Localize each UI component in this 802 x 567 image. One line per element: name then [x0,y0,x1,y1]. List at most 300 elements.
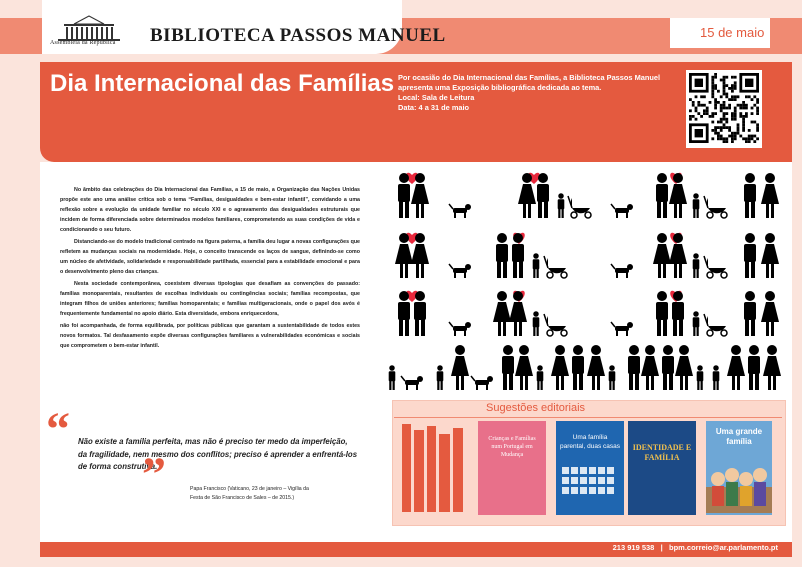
info-line: apresenta uma Exposição bibliográfica dedicada ao tema. [398,83,602,92]
woman-icon [525,376,528,390]
qr-module [728,104,731,107]
man-icon [745,201,749,218]
dog-icon [465,204,471,210]
dog-icon [454,330,456,336]
woman-icon [587,356,605,376]
qr-module [723,107,726,110]
stroller-icon [547,272,553,278]
man-icon [713,365,719,371]
woman-icon [657,233,667,243]
woman-icon [561,376,564,390]
man-icon [713,381,715,390]
qr-module [731,118,734,121]
qr-module [703,95,706,98]
qr-module [742,126,745,129]
qr-module [720,118,723,121]
man-icon [613,381,615,390]
library-name: BIBLIOTECA PASSOS MANUEL [150,25,446,46]
stroller-icon [561,330,567,336]
woman-icon [771,264,774,278]
qr-module [745,104,748,107]
open-quote-icon: “ [46,403,70,456]
man-icon [414,302,426,320]
qr-module [734,87,737,90]
qr-module [692,104,695,107]
man-icon [744,184,756,202]
man-icon [533,311,539,317]
logo-caption: Assembleia da República [50,40,116,46]
man-icon [697,269,699,278]
man-icon [544,201,548,218]
qr-module [697,112,700,115]
man-icon [673,291,683,301]
woman-icon [555,345,565,355]
woman-icon [451,356,469,376]
qr-module [734,107,737,110]
qr-module [725,93,728,96]
bookshelf-icon [398,420,472,516]
family-illustration-icon [706,457,772,513]
man-icon [415,319,419,336]
man-icon [657,291,667,301]
qr-module [692,115,695,118]
exhibition-info [398,73,678,113]
qr-module [731,135,734,138]
dog-icon [626,272,628,278]
qr-module [703,112,706,115]
qr-module [731,137,734,140]
qr-module [720,126,723,129]
man-icon [745,291,755,301]
woman-icon [415,233,425,243]
woman-icon [651,376,654,390]
man-icon [748,356,760,374]
qr-module [725,112,728,115]
close-quote-icon: ” [142,448,166,501]
man-icon [663,345,673,355]
woman-icon [658,264,661,278]
qr-module [734,95,737,98]
qr-module [711,90,714,93]
qr-module [745,95,748,98]
dog-icon [406,384,408,390]
qr-module [689,98,692,101]
man-icon [537,371,544,381]
man-icon [496,244,508,262]
qr-module [753,135,756,138]
qr-module [748,95,751,98]
qr-module [720,135,723,138]
qr-module [748,129,751,132]
qr-module [737,104,740,107]
stroller-icon [707,330,713,336]
qr-module [717,132,720,135]
attribution-line: Festa de São Francisco de Sales – de 2015.) [190,495,295,501]
woman-icon [395,244,413,264]
woman-icon [497,291,507,301]
qr-module [700,115,703,118]
man-icon [558,199,565,209]
qr-module [731,115,734,118]
man-icon [697,327,699,336]
man-icon [399,173,409,183]
qr-module [734,76,737,79]
woman-icon [405,264,408,278]
suggestions-title: Sugestões editoriais [486,402,586,414]
woman-icon [519,345,529,355]
man-icon [663,201,667,218]
stroller-icon [707,258,726,273]
woman-icon [513,291,523,301]
man-icon [537,327,539,336]
dog-icon [616,272,618,278]
qr-module [720,79,723,82]
qr-module [706,107,709,110]
man-icon [513,261,517,278]
qr-module [717,135,720,138]
book-cover[interactable] [706,421,772,515]
book-cover[interactable] [556,421,624,515]
man-icon [629,373,633,390]
man-icon [656,184,668,202]
qr-module [689,109,692,112]
qr-module [739,115,742,118]
qr-module [725,107,728,110]
qr-module [714,107,717,110]
book-title: Uma família parental, duas casas [560,434,620,450]
body-paragraph: Distanciando-se do modelo tradicional centrado na figura paterna, a família deu lugar a novas configurações que refletem as mudanças sociais na modernidade. Hoje, o conceito transcende os laços de sangue, definindo-se como um núcleo de afetividade, solidariedade e responsabilidade partilhada, essencial para a estabilidade emocional e para o desenvolvimento pleno das crianças. [60,239,360,275]
qr-module [714,104,717,107]
dog-icon [464,272,466,278]
woman-icon [767,345,777,355]
qr-module [739,135,742,138]
woman-icon [421,204,424,218]
qr-module [756,98,759,101]
qr-module [734,109,737,112]
qr-module [723,123,726,126]
qr-module [745,115,748,118]
qr-module [706,112,709,115]
dog-icon [487,376,493,382]
man-icon [562,209,564,218]
woman-icon [520,376,523,390]
qr-module [734,137,737,140]
dog-icon [627,264,633,270]
woman-icon [399,233,409,243]
woman-icon [727,356,745,376]
man-icon [537,365,543,371]
woman-icon [766,322,769,336]
man-icon [657,201,661,218]
man-icon [749,373,753,390]
man-icon [609,381,611,390]
qr-module [756,137,759,140]
stroller-icon [707,316,726,331]
man-icon [399,319,403,336]
qr-module [731,132,734,135]
dog-icon [401,376,405,381]
man-icon [673,319,677,336]
qr-module [723,115,726,118]
qr-module [717,101,720,104]
info-line: Data: 4 a 31 de maio [398,103,470,112]
woman-icon [679,345,689,355]
woman-icon [416,264,419,278]
stroller-icon [721,212,727,218]
man-icon [537,269,539,278]
man-icon [693,317,700,327]
footer-contacts [613,543,778,552]
woman-icon [592,376,595,390]
woman-icon [528,204,531,218]
man-icon [573,345,583,355]
woman-icon [765,173,775,183]
man-icon [628,356,640,374]
footer-phone[interactable]: 213 919 538 [612,543,655,552]
qr-module [748,135,751,138]
qr-module [728,129,731,132]
woman-icon [641,356,659,376]
woman-icon [773,376,776,390]
qr-module [720,121,723,124]
pope-quote: Não existe a família perfeita, mas não é preciso ter medo da imperfeição, da fragilidade, nem mesmo dos conflitos; preciso é aprender a enfrentá-los de forma construtiva. [78,437,358,471]
qr-module [711,84,714,87]
qr-module [723,90,726,93]
qr-module [723,118,726,121]
qr-module [695,129,703,137]
qr-module [756,101,759,104]
footer-separator: | [656,543,667,552]
qr-module [717,137,720,140]
dog-icon [626,212,628,218]
dog-icon [417,376,423,382]
quote-attribution [190,485,370,503]
qr-module [751,98,754,101]
woman-icon [646,376,649,390]
qr-module [700,95,703,98]
dog-icon [449,322,453,327]
stroller-icon [561,272,567,278]
qr-module [723,84,726,87]
qr-module [725,137,728,140]
man-icon [538,201,542,218]
qr-module [728,135,731,138]
woman-icon [732,376,735,390]
qr-module [742,104,745,107]
qr-module [737,123,740,126]
dog-icon [416,384,418,390]
footer-email[interactable]: bpm.correio@ar.parlamento.pt [668,543,778,552]
woman-icon [771,204,774,218]
man-icon [717,381,719,390]
man-icon [497,261,501,278]
woman-icon [674,204,677,218]
woman-icon [771,322,774,336]
man-icon [533,269,535,278]
man-icon [503,261,507,278]
dog-icon [611,264,615,269]
man-icon [755,373,759,390]
info-line: Local: Sala de Leitura [398,93,475,102]
qr-module [714,112,717,115]
qr-module [711,93,714,96]
qr-module [742,123,745,126]
qr-module [723,76,726,79]
qr-module [711,129,714,132]
dog-icon [616,330,618,336]
man-icon [558,193,564,199]
man-icon [656,302,668,320]
man-icon [398,184,410,202]
qr-module [692,101,695,104]
qr-module [734,135,737,138]
man-icon [609,365,615,371]
man-icon [744,302,756,320]
woman-icon [663,264,666,278]
man-icon [389,381,391,390]
man-icon [421,319,425,336]
man-icon [657,319,661,336]
woman-icon [763,356,781,376]
stroller-icon [547,330,553,336]
qr-module [714,101,717,104]
qr-module [731,95,734,98]
dog-icon [464,212,466,218]
woman-icon [591,345,601,355]
dog-icon [611,204,615,209]
dog-icon [627,322,633,328]
man-icon [533,253,539,259]
qr-module [695,79,703,87]
book-cover[interactable] [478,421,546,515]
qr-module [728,87,731,90]
man-icon [713,371,720,381]
man-icon [509,373,513,390]
qr-module [745,107,748,110]
stroller-icon [707,212,713,218]
qr-module [734,84,737,87]
dog-icon [465,264,471,270]
qr-module [689,118,692,121]
man-icon [437,381,439,390]
man-icon [399,201,403,218]
man-icon [405,201,409,218]
man-icon [693,259,700,269]
dog-icon [454,212,456,218]
man-icon [609,371,616,381]
man-icon [693,253,699,259]
qr-module [723,104,726,107]
body-paragraph: No âmbito das celebrações do Dia Internacional das Famílias, a 15 de maio, a Organização das Nações Unidas propõe este ano uma análise crítica sob o tema “Famílias, desigualdades e bem-estar infantil”, convidando a uma reflexão sobre a evolução da unidade familiar no século XXI e o agravamento das desigualdades estruturais que incidem de forma diferenciada sobre determinados modelos familiares, comprometendo as suas condições de vida e condicionando o seu futuro. [60,187,360,233]
qr-module [751,137,754,140]
stroller-icon [707,272,713,278]
man-icon [629,345,639,355]
woman-icon [765,233,775,243]
qr-module [711,79,714,82]
qr-module [695,95,698,98]
body-paragraph: não foi acompanhada, de forma equilibrada, por políticas públicas que garantam a sustentabilidade de todos estes novos formatos. Tal desfasamento expõe diversas configurações familiares a vulnerabilidades económicas e sociais que comprometem o bem-estar infantil. [60,323,360,349]
dog-icon [464,330,466,336]
man-icon [697,209,699,218]
man-icon [513,233,523,243]
book-cover[interactable] [628,421,696,515]
man-icon [399,291,409,301]
woman-icon [421,264,424,278]
qr-module [709,115,712,118]
qr-module [711,76,714,79]
stroller-icon [571,212,577,218]
body-text [60,185,360,353]
qr-module [751,112,754,115]
man-icon [663,373,667,390]
qr-module [756,112,759,115]
stroller-icon [547,316,566,331]
qr-module [717,90,720,93]
man-icon [389,365,395,371]
woman-icon [673,173,683,183]
book-title: IDENTIDADE E FAMÍLIA [632,443,692,462]
qr-module [725,126,728,129]
qr-module [714,73,717,76]
dog-icon [486,384,488,390]
qr-module [742,101,745,104]
woman-icon [498,322,501,336]
qr-module [737,126,740,129]
woman-icon [680,376,683,390]
qr-module [697,104,700,107]
man-icon [751,319,755,336]
man-icon [572,356,584,374]
man-icon [744,244,756,262]
qr-code[interactable] [686,70,762,148]
dog-icon [454,272,456,278]
qr-module [753,104,756,107]
man-icon [751,201,755,218]
qr-module [720,107,723,110]
qr-module [711,81,714,84]
qr-module [711,95,714,98]
woman-icon [415,173,425,183]
man-icon [701,381,703,390]
qr-module [695,109,698,112]
qr-module [725,118,728,121]
man-icon [533,327,535,336]
woman-icon [518,184,536,204]
man-icon [538,173,548,183]
man-icon [537,381,539,390]
book-title: Crianças e Famílias num Portugal em Mudança [488,436,536,458]
woman-icon [551,356,569,376]
woman-icon [737,376,740,390]
qr-module [697,101,700,104]
qr-module [728,98,731,101]
book-title: Uma grande família [715,427,763,446]
qr-module [734,98,737,101]
woman-icon [761,244,779,264]
qr-module [742,129,745,132]
woman-icon [461,376,464,390]
man-icon [751,261,755,278]
woman-icon [761,302,779,322]
qr-module [731,140,734,143]
dog-icon [626,330,628,336]
qr-module [734,115,737,118]
man-icon [693,311,699,317]
qr-module [745,140,748,143]
dog-icon [616,212,618,218]
qr-module [734,132,737,135]
woman-icon [761,184,779,204]
